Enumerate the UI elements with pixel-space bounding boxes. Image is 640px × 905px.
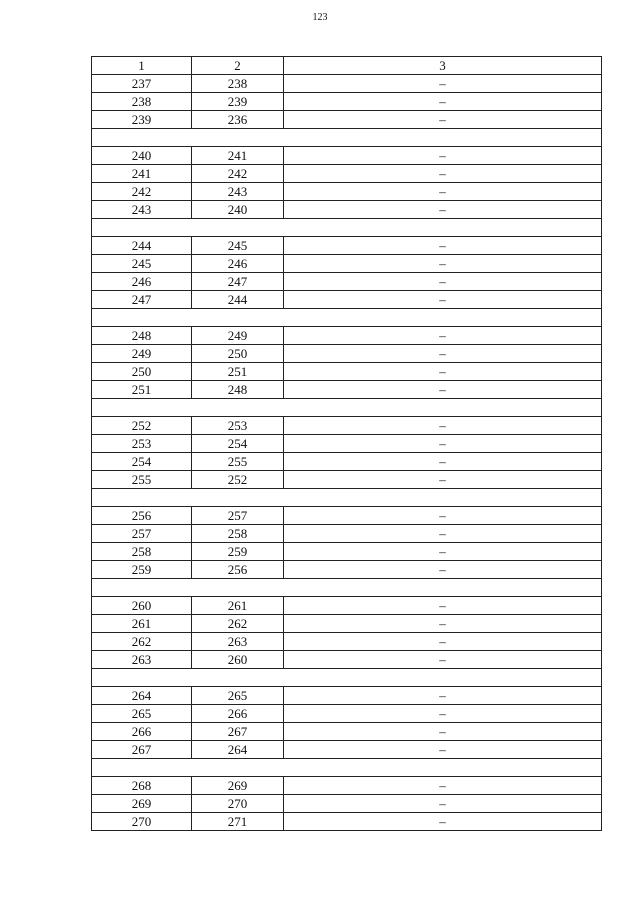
table-row	[92, 147, 602, 165]
table-cell-col1: 260	[92, 597, 192, 615]
table-cell-col3: –	[284, 813, 602, 831]
table-cell-col3: –	[284, 291, 602, 309]
group-separator-cell	[92, 309, 602, 327]
table-cell-col2: 270	[192, 795, 284, 813]
table-row	[92, 237, 602, 255]
table-cell-col1: 247	[92, 291, 192, 309]
table-row	[92, 93, 602, 111]
table-cell-col2: 265	[192, 687, 284, 705]
table-cell-col3: –	[284, 165, 602, 183]
table-row	[92, 417, 602, 435]
table-row	[92, 525, 602, 543]
table-cell-col2: 244	[192, 291, 284, 309]
table-cell-col1: 250	[92, 363, 192, 381]
group-separator-cell	[92, 129, 602, 147]
table-cell-col1: 252	[92, 417, 192, 435]
table-cell-col1: 269	[92, 795, 192, 813]
table-cell-col3: –	[284, 75, 602, 93]
table-row	[92, 327, 602, 345]
table-cell-col1: 239	[92, 111, 192, 129]
table-cell-col1: 254	[92, 453, 192, 471]
table-row	[92, 633, 602, 651]
table-cell-col2: 239	[192, 93, 284, 111]
table-cell-col2: 253	[192, 417, 284, 435]
group-separator-cell	[92, 669, 602, 687]
table-cell-col3: –	[284, 255, 602, 273]
table-cell-col3: –	[284, 345, 602, 363]
table-row	[92, 741, 602, 759]
table-cell-col3: –	[284, 435, 602, 453]
table-row	[92, 795, 602, 813]
table-cell-col2: 238	[192, 75, 284, 93]
table-cell-col1: 242	[92, 183, 192, 201]
table-cell-col2: 247	[192, 273, 284, 291]
table-row	[92, 543, 602, 561]
table-cell-col2: 241	[192, 147, 284, 165]
table-cell-col1: 240	[92, 147, 192, 165]
group-separator-row	[92, 669, 602, 687]
table-row	[92, 705, 602, 723]
table-cell-col1: 261	[92, 615, 192, 633]
table-cell-col2: 262	[192, 615, 284, 633]
table-row	[92, 201, 602, 219]
group-separator-row	[92, 489, 602, 507]
table-cell-col1: 262	[92, 633, 192, 651]
table-cell-col3: –	[284, 741, 602, 759]
table-cell-col3: –	[284, 633, 602, 651]
table-cell-col1: 257	[92, 525, 192, 543]
table-cell-col3: –	[284, 327, 602, 345]
table-cell-col3: –	[284, 723, 602, 741]
table-cell-col3: –	[284, 687, 602, 705]
table-cell-col1: 267	[92, 741, 192, 759]
table-row	[92, 75, 602, 93]
table-body	[92, 57, 602, 831]
data-table	[91, 56, 602, 831]
table-row	[92, 723, 602, 741]
table-cell-col3: –	[284, 705, 602, 723]
table-row	[92, 363, 602, 381]
table-cell-col3: –	[284, 777, 602, 795]
table-cell-col3: –	[284, 237, 602, 255]
column-header-1: 1	[92, 57, 192, 75]
table-cell-col1: 243	[92, 201, 192, 219]
table-cell-col2: 264	[192, 741, 284, 759]
table-cell-col3: –	[284, 417, 602, 435]
table-cell-col2: 252	[192, 471, 284, 489]
table-cell-col1: 270	[92, 813, 192, 831]
table-row	[92, 561, 602, 579]
group-separator-cell	[92, 489, 602, 507]
table-cell-col1: 263	[92, 651, 192, 669]
table-cell-col3: –	[284, 651, 602, 669]
table-cell-col2: 267	[192, 723, 284, 741]
table-cell-col2: 245	[192, 237, 284, 255]
table-row	[92, 291, 602, 309]
table-cell-col1: 253	[92, 435, 192, 453]
table-row	[92, 183, 602, 201]
table-cell-col2: 249	[192, 327, 284, 345]
table-row	[92, 777, 602, 795]
column-header-3: 3	[284, 57, 602, 75]
table-row	[92, 615, 602, 633]
table-row	[92, 345, 602, 363]
table-cell-col2: 251	[192, 363, 284, 381]
group-separator-row	[92, 219, 602, 237]
table-cell-col1: 251	[92, 381, 192, 399]
table-row	[92, 255, 602, 273]
table-cell-col3: –	[284, 363, 602, 381]
table-row	[92, 435, 602, 453]
table-cell-col3: –	[284, 597, 602, 615]
group-separator-cell	[92, 219, 602, 237]
table-cell-col3: –	[284, 381, 602, 399]
table-cell-col1: 259	[92, 561, 192, 579]
table-cell-col3: –	[284, 111, 602, 129]
table-cell-col2: 250	[192, 345, 284, 363]
table-header-row	[92, 57, 602, 75]
table-cell-col1: 255	[92, 471, 192, 489]
table-cell-col3: –	[284, 507, 602, 525]
table-cell-col1: 245	[92, 255, 192, 273]
group-separator-cell	[92, 759, 602, 777]
table-cell-col1: 241	[92, 165, 192, 183]
table-cell-col2: 258	[192, 525, 284, 543]
group-separator-row	[92, 579, 602, 597]
table-cell-col2: 242	[192, 165, 284, 183]
table-cell-col2: 254	[192, 435, 284, 453]
table-cell-col2: 243	[192, 183, 284, 201]
table-cell-col2: 246	[192, 255, 284, 273]
table-row	[92, 651, 602, 669]
table-cell-col3: –	[284, 525, 602, 543]
table-row	[92, 273, 602, 291]
table-cell-col1: 264	[92, 687, 192, 705]
table-cell-col3: –	[284, 561, 602, 579]
group-separator-row	[92, 309, 602, 327]
table-cell-col2: 248	[192, 381, 284, 399]
table-cell-col2: 269	[192, 777, 284, 795]
table-row	[92, 111, 602, 129]
group-separator-row	[92, 759, 602, 777]
group-separator-cell	[92, 399, 602, 417]
table-cell-col2: 271	[192, 813, 284, 831]
column-header-2: 2	[192, 57, 284, 75]
page-number: 123	[312, 12, 328, 23]
table-cell-col1: 266	[92, 723, 192, 741]
table-cell-col3: –	[284, 183, 602, 201]
table-cell-col2: 256	[192, 561, 284, 579]
table-cell-col2: 266	[192, 705, 284, 723]
table-cell-col3: –	[284, 93, 602, 111]
table-cell-col1: 246	[92, 273, 192, 291]
table-row	[92, 813, 602, 831]
table-cell-col3: –	[284, 147, 602, 165]
table-row	[92, 687, 602, 705]
table-cell-col3: –	[284, 795, 602, 813]
table-cell-col1: 268	[92, 777, 192, 795]
table-cell-col2: 263	[192, 633, 284, 651]
table-row	[92, 471, 602, 489]
group-separator-row	[92, 399, 602, 417]
group-separator-row	[92, 129, 602, 147]
table-cell-col3: –	[284, 471, 602, 489]
table-row	[92, 381, 602, 399]
table-cell-col1: 256	[92, 507, 192, 525]
table-cell-col2: 260	[192, 651, 284, 669]
group-separator-cell	[92, 579, 602, 597]
table-cell-col3: –	[284, 543, 602, 561]
table-cell-col1: 237	[92, 75, 192, 93]
table-cell-col2: 236	[192, 111, 284, 129]
table-cell-col1: 265	[92, 705, 192, 723]
table-row	[92, 165, 602, 183]
table-cell-col2: 240	[192, 201, 284, 219]
table-row	[92, 453, 602, 471]
table-cell-col2: 261	[192, 597, 284, 615]
table-cell-col2: 257	[192, 507, 284, 525]
table-cell-col3: –	[284, 453, 602, 471]
table-cell-col3: –	[284, 615, 602, 633]
table-cell-col1: 238	[92, 93, 192, 111]
table-cell-col3: –	[284, 201, 602, 219]
table-cell-col3: –	[284, 273, 602, 291]
table-cell-col1: 258	[92, 543, 192, 561]
table-row	[92, 507, 602, 525]
table-cell-col1: 244	[92, 237, 192, 255]
table-cell-col2: 255	[192, 453, 284, 471]
table-row	[92, 597, 602, 615]
table-cell-col1: 248	[92, 327, 192, 345]
table-cell-col1: 249	[92, 345, 192, 363]
table-cell-col2: 259	[192, 543, 284, 561]
